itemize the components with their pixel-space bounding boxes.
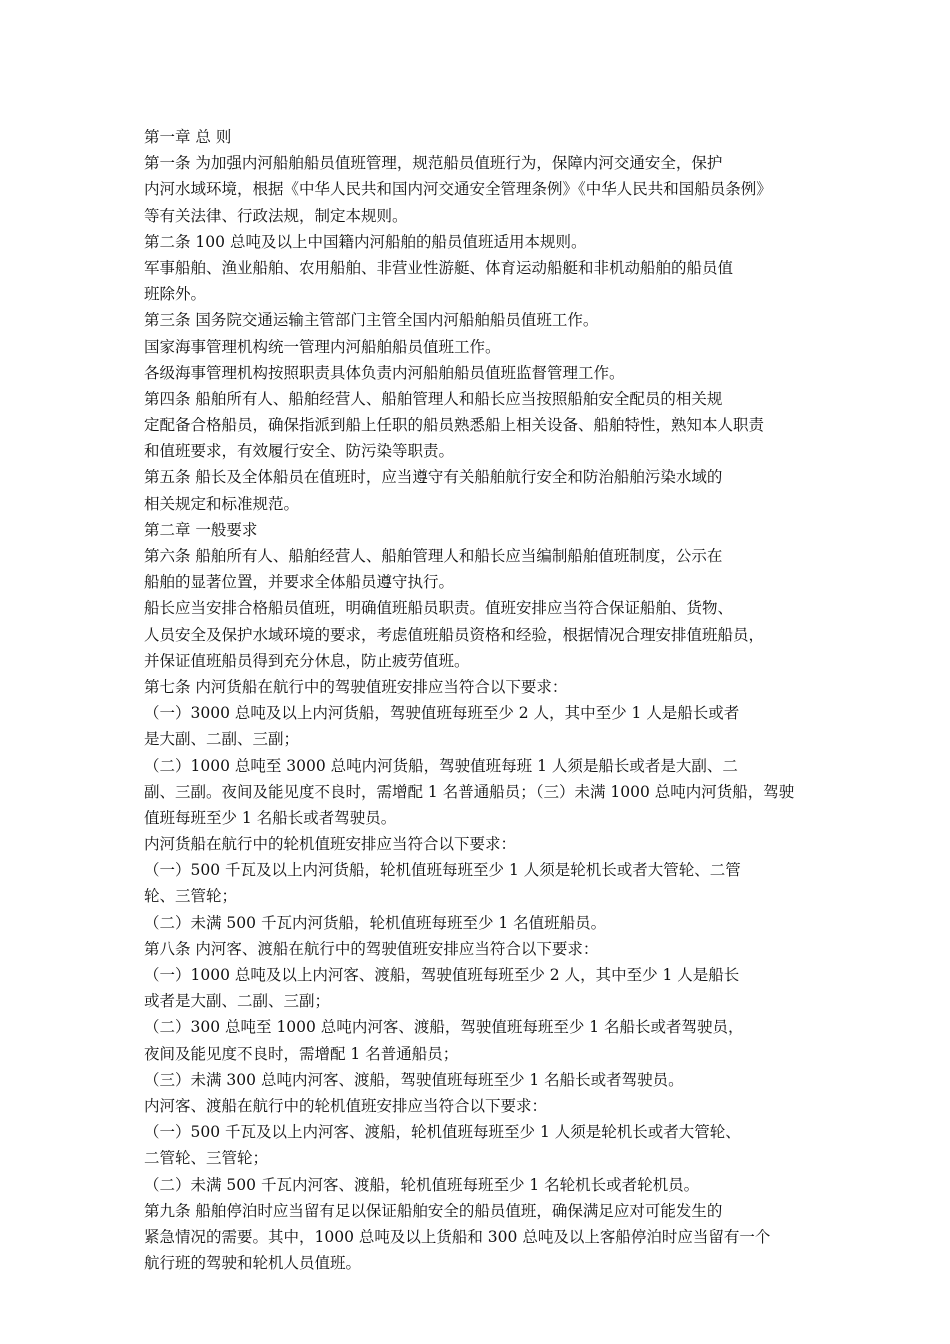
text-line: 国家海事管理机构统一管理内河船舶船员值班工作。 bbox=[144, 337, 501, 356]
text-line: 或者是大副、二副、三副； bbox=[144, 992, 331, 1011]
text-line: 军事船舶、渔业船舶、农用船舶、非营业性游艇、体育运动船艇和非机动船舶的船员值 bbox=[144, 258, 734, 277]
text-line: 内河货船在航行中的轮机值班安排应当符合以下要求： bbox=[144, 835, 517, 854]
text-line: （二）未满 500 千瓦内河客、渡船，轮机值班每班至少 1 名轮机长或者轮机员。 bbox=[144, 1175, 700, 1194]
text-line: （一）1000 总吨及以上内河客、渡船，驾驶值班每班至少 2 人，其中至少 1 人是船长 bbox=[144, 966, 740, 984]
text-line: 等有关法律、行政法规，制定本规则。 bbox=[144, 206, 408, 225]
text-line: 定配备合格船员，确保指派到船上任职的船员熟悉船上相关设备、船舶特性，熟知本人职责 bbox=[144, 416, 765, 435]
text-line: （一）500 千瓦及以上内河客、渡船，轮机值班每班至少 1 人须是轮机长或者大管轮、 bbox=[144, 1123, 741, 1142]
text-line: 第二条 100 总吨及以上中国籍内河船舶的船员值班适用本规则。 bbox=[144, 232, 587, 251]
text-line: （三）未满 300 总吨内河客、渡船，驾驶值班每班至少 1 名船长或者驾驶员。 bbox=[144, 1070, 684, 1089]
text-line: （一）500 千瓦及以上内河货船，轮机值班每班至少 1 人须是轮机长或者大管轮、二管 bbox=[144, 861, 741, 880]
text-line: 轮、三管轮； bbox=[144, 887, 238, 906]
text-line: 值班每班至少 1 名船长或者驾驶员。 bbox=[144, 808, 397, 827]
text-line: 第六条 船舶所有人、船舶经营人、船舶管理人和船长应当编制船舶值班制度，公示在 bbox=[144, 547, 723, 565]
text-line: （二）300 总吨至 1000 总吨内河客、渡船，驾驶值班每班至少 1 名船长或者驾驶员， bbox=[144, 1018, 744, 1037]
text-line: 第一条 为加强内河船舶船员值班管理，规范船员值班行为，保障内河交通安全，保护 bbox=[144, 154, 723, 173]
text-line: 船舶的显著位置，并要求全体船员遵守执行。 bbox=[144, 573, 455, 592]
text-line: 相关规定和标准规范。 bbox=[144, 494, 300, 513]
text-line: 第九条 船舶停泊时应当留有足以保证船舶安全的船员值班，确保满足应对可能发生的 bbox=[144, 1201, 723, 1220]
text-line: （一）3000 总吨及以上内河货船，驾驶值班每班至少 2 人，其中至少 1 人是船长或者 bbox=[144, 704, 740, 723]
text-line: 第一章 总 则 bbox=[144, 128, 232, 146]
text-line: 第二章 一般要求 bbox=[144, 520, 258, 539]
text-line: 第八条 内河客、渡船在航行中的驾驶值班安排应当符合以下要求： bbox=[144, 939, 599, 958]
document-body bbox=[144, 124, 816, 1276]
text-line: 航行班的驾驶和轮机人员值班。 bbox=[144, 1254, 362, 1273]
text-line: 副、三副。夜间及能见度不良时，需增配 1 名普通船员；（三）未满 1000 总吨内河货船，驾驶 bbox=[144, 782, 795, 801]
text-line: （二）1000 总吨至 3000 总吨内河货船，驾驶值班每班 1 人须是船长或者是大副、二 bbox=[144, 756, 738, 775]
text-line: 班除外。 bbox=[144, 285, 207, 304]
text-line: 内河水域环境，根据《中华人民共和国内河交通安全管理条例》《中华人民共和国船员条例》 bbox=[144, 180, 772, 199]
text-line: 人员安全及保护水域环境的要求，考虑值班船员资格和经验，根据情况合理安排值班船员， bbox=[144, 625, 765, 644]
text-line: 紧急情况的需要。其中，1000 总吨及以上货船和 300 总吨及以上客船停泊时应当留有一个 bbox=[144, 1227, 771, 1246]
text-line: 第四条 船舶所有人、船舶经营人、船舶管理人和船长应当按照船舶安全配员的相关规 bbox=[144, 389, 723, 408]
text-line: 内河客、渡船在航行中的轮机值班安排应当符合以下要求： bbox=[144, 1096, 548, 1115]
text-line: 船长应当安排合格船员值班，明确值班船员职责。值班安排应当符合保证船舶、货物、 bbox=[144, 599, 734, 618]
text-line: 是大副、二副、三副； bbox=[144, 730, 300, 749]
text-line: 夜间及能见度不良时，需增配 1 名普通船员； bbox=[144, 1044, 459, 1063]
text-line: 第七条 内河货船在航行中的驾驶值班安排应当符合以下要求： bbox=[144, 677, 568, 696]
text-line: 各级海事管理机构按照职责具体负责内河船舶船员值班监督管理工作。 bbox=[144, 363, 625, 382]
text-line: （二）未满 500 千瓦内河货船，轮机值班每班至少 1 名值班船员。 bbox=[144, 913, 607, 932]
text-line: 二管轮、三管轮； bbox=[144, 1149, 269, 1168]
text-line: 并保证值班船员得到充分休息，防止疲劳值班。 bbox=[144, 651, 470, 670]
text-line: 第五条 船长及全体船员在值班时，应当遵守有关船舶航行安全和防治船舶污染水域的 bbox=[144, 468, 723, 487]
text-line: 和值班要求，有效履行安全、防污染等职责。 bbox=[144, 442, 455, 461]
text-line: 第三条 国务院交通运输主管部门主管全国内河船舶船员值班工作。 bbox=[144, 311, 599, 330]
